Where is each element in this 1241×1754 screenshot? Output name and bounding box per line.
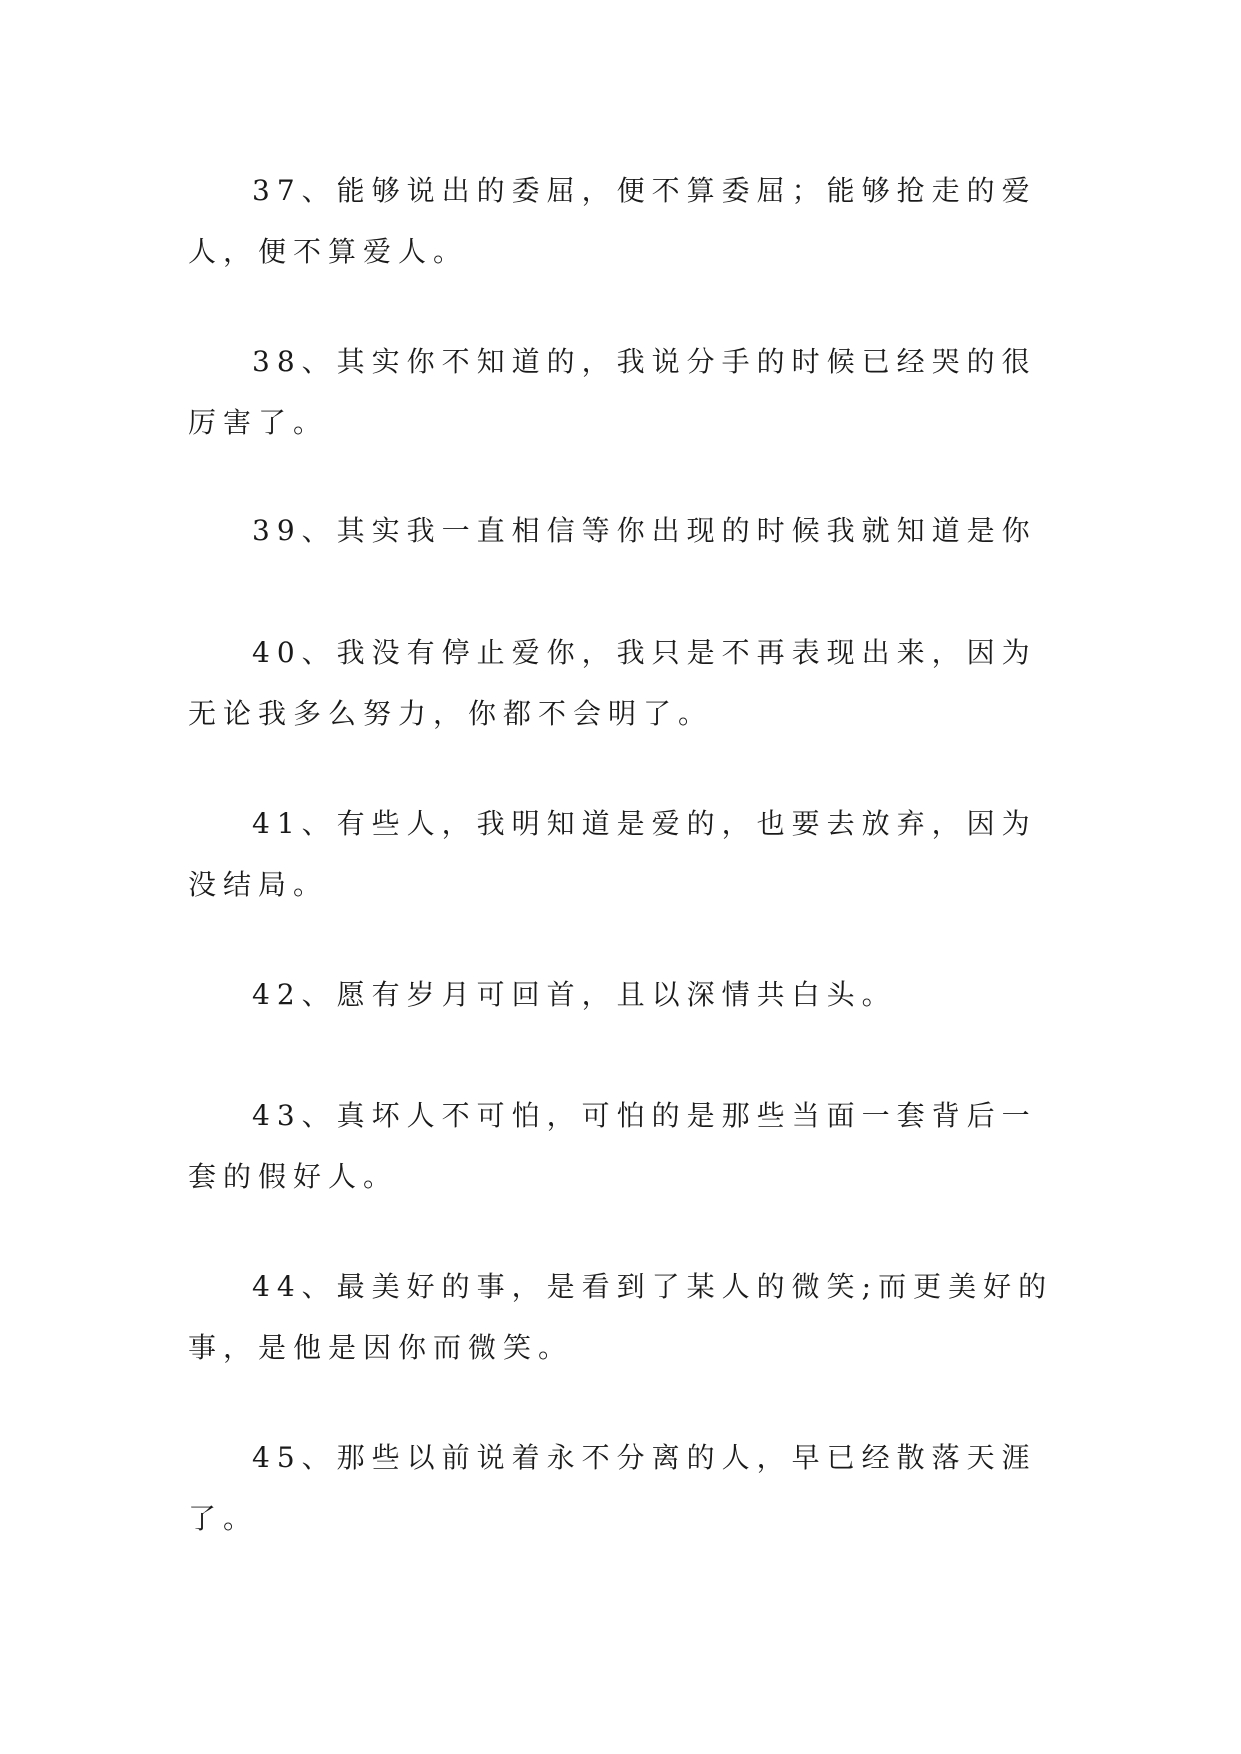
entry-45: 45、那些以前说着永不分离的人，早已经散落天涯了。 [188,1441,1037,1535]
entry-41: 41、有些人，我明知道是爱的，也要去放弃，因为没结局。 [188,807,1037,901]
entry-40: 40、我没有停止爱你，我只是不再表现出来，因为无论我多么努力，你都不会明了。 [188,636,1037,730]
entry-39: 39、其实我一直相信等你出现的时候我就知道是你 [252,514,1037,547]
entry-42: 42、愿有岁月可回首，且以深情共白头。 [252,978,897,1011]
entry-37: 37、能够说出的委屈，便不算委屈；能够抢走的爱人，便不算爱人。 [188,174,1037,268]
entry-43: 43、真坏人不可怕，可怕的是那些当面一套背后一套的假好人。 [188,1099,1037,1193]
entry-38: 38、其实你不知道的，我说分手的时候已经哭的很厉害了。 [188,345,1037,439]
entry-44: 44、最美好的事，是看到了某人的微笑;而更美好的事，是他是因你而微笑。 [188,1270,1054,1364]
